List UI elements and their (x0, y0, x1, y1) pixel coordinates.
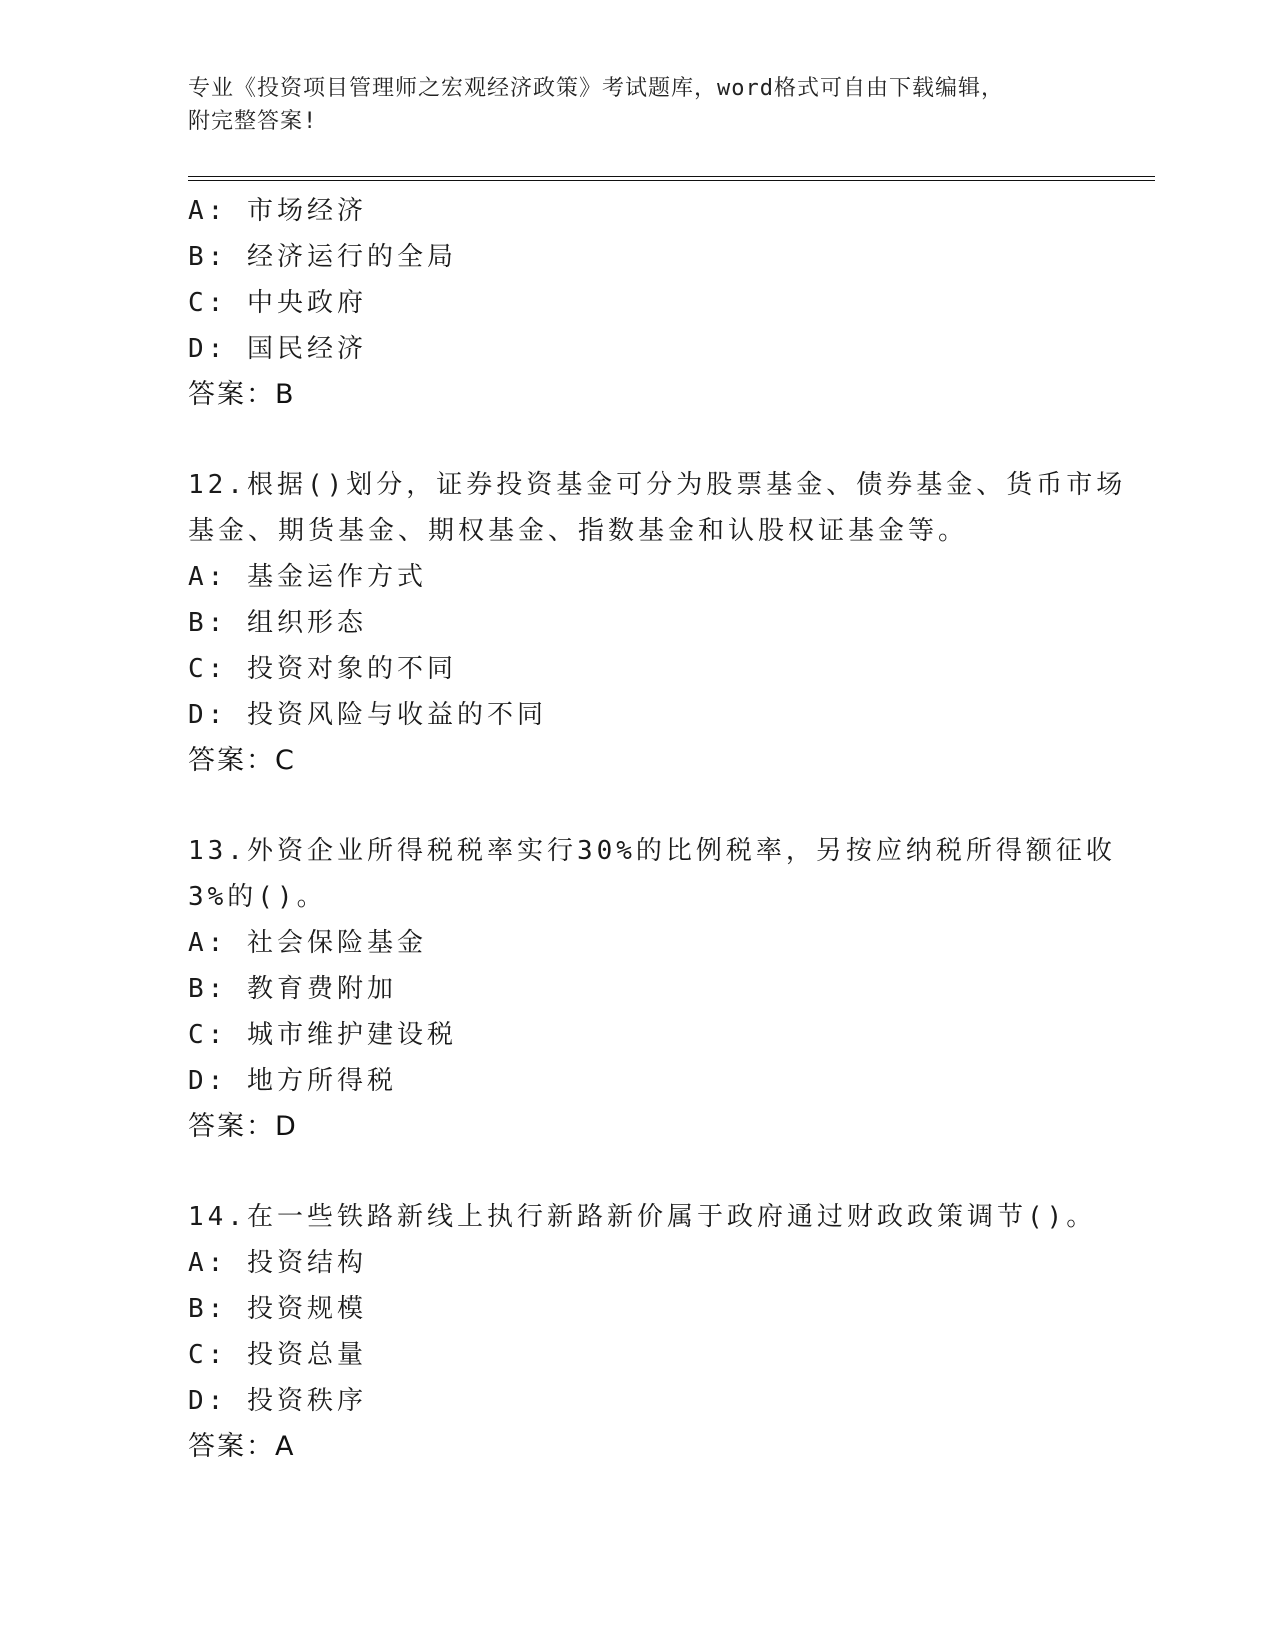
question-stem-line-1: 12.根据()划分，证券投资基金可分为股票基金、债券基金、货币市场 (188, 470, 1127, 500)
question-11 (188, 188, 1128, 418)
option-b: B: 教育费附加 (188, 974, 397, 1004)
option-c: C: 投资总量 (188, 1340, 367, 1370)
option-a: A: 市场经济 (188, 196, 367, 226)
option-b: B: 组织形态 (188, 608, 367, 638)
document-header (188, 72, 1088, 138)
option-d: D: 地方所得税 (188, 1066, 397, 1096)
question-12 (188, 462, 1128, 784)
answer-line: 答案：A (188, 1431, 296, 1462)
option-b: B: 投资规模 (188, 1294, 367, 1324)
question-stem (188, 462, 1128, 554)
question-list (188, 188, 1128, 1470)
header-line-2: 附完整答案! (188, 109, 318, 134)
question-stem (188, 1194, 1128, 1240)
answer-line: 答案：B (188, 379, 296, 410)
question-14 (188, 1194, 1128, 1470)
option-d: D: 投资风险与收益的不同 (188, 700, 547, 730)
option-a: A: 投资结构 (188, 1248, 367, 1278)
question-stem-line-1: 14.在一些铁路新线上执行新路新价属于政府通过财政政策调节()。 (188, 1202, 1097, 1232)
question-stem-line-1: 13.外资企业所得税税率实行30%的比例税率，另按应纳税所得额征收 (188, 836, 1116, 866)
header-line-1: 专业《投资项目管理师之宏观经济政策》考试题库，word格式可自由下载编辑， (188, 76, 1004, 101)
option-c: C: 城市维护建设税 (188, 1020, 457, 1050)
option-a: A: 基金运作方式 (188, 562, 427, 592)
question-stem-line-2: 基金、期货基金、期权基金、指数基金和认股权证基金等。 (188, 516, 969, 546)
header-divider (188, 176, 1155, 181)
question-stem-line-2: 3%的()。 (188, 882, 327, 912)
question-stem (188, 828, 1128, 920)
option-c: C: 中央政府 (188, 288, 367, 318)
answer-line: 答案：C (188, 745, 296, 776)
option-b: B: 经济运行的全局 (188, 242, 457, 272)
question-13 (188, 828, 1128, 1150)
option-a: A: 社会保险基金 (188, 928, 427, 958)
answer-line: 答案：D (188, 1111, 298, 1142)
option-d: D: 国民经济 (188, 334, 367, 364)
option-d: D: 投资秩序 (188, 1386, 367, 1416)
option-c: C: 投资对象的不同 (188, 654, 457, 684)
